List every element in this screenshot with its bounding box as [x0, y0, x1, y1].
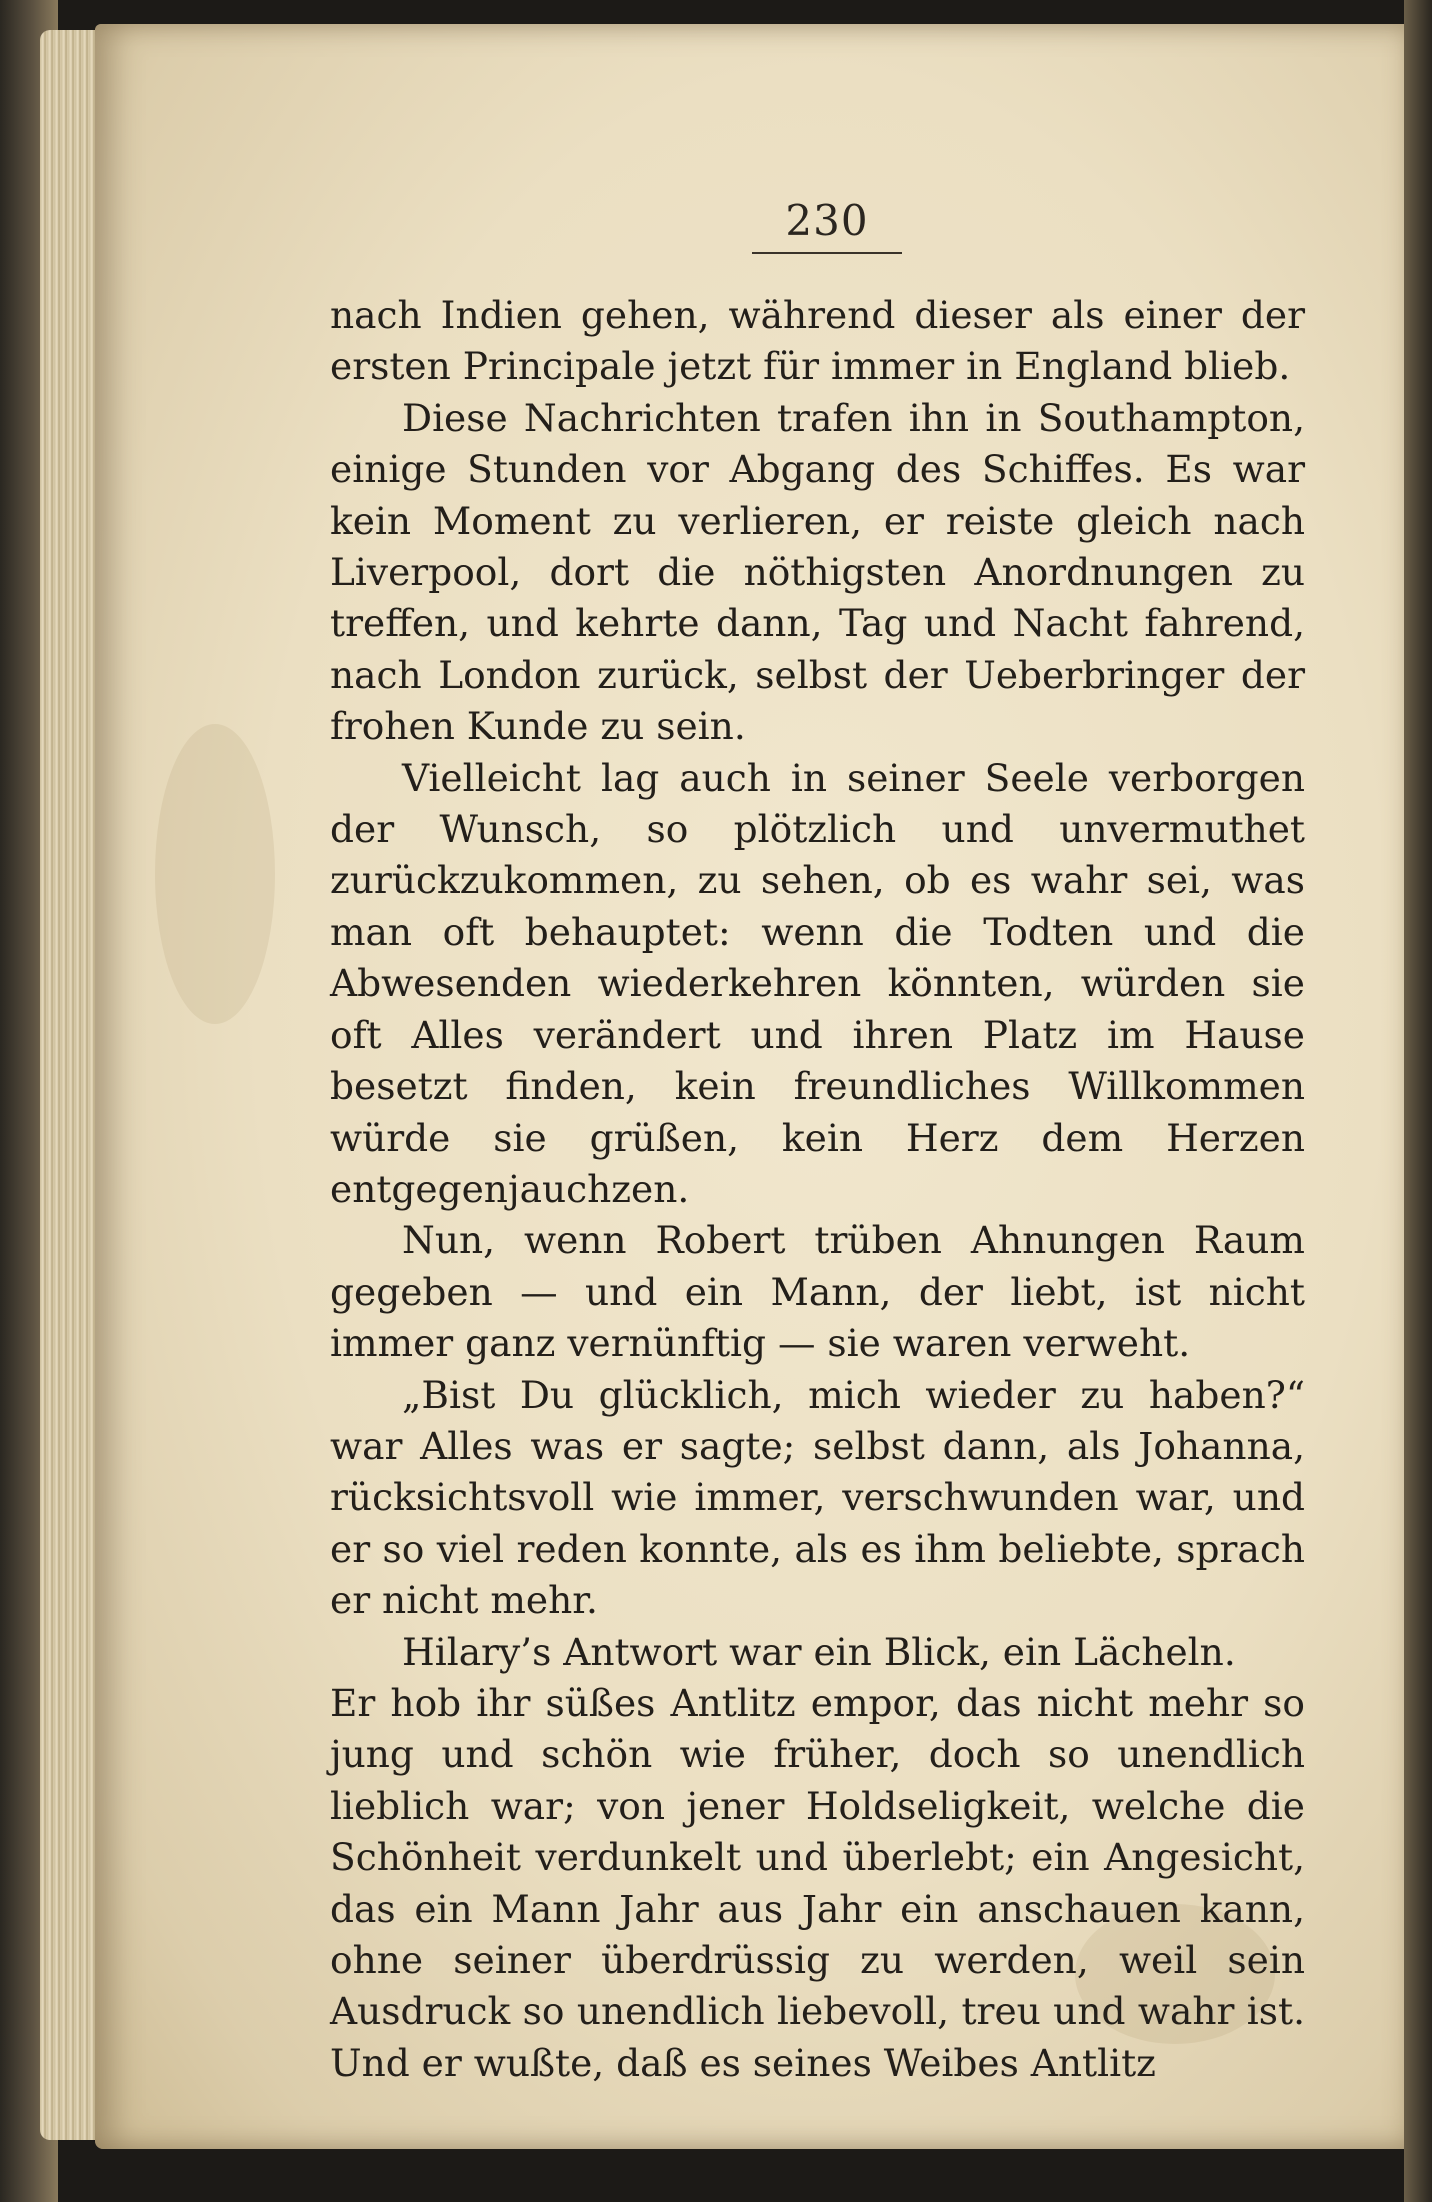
paragraph: Diese Nachrichten trafen ihn in Southampton, einige Stunden vor Abgang des Schiffes. Es war kein Moment zu verlieren, er reiste gleich nach Liverpool, dort die nöthigsten Anordnungen zu treffen, und kehrte dann, Tag und Nacht fahrend, nach London zurück, selbst der Ueberbringer der frohen Kunde zu sein. [330, 395, 1305, 749]
paragraph: Vielleicht lag auch in seiner Seele verborgen der Wunsch, so plötzlich und unvermuthet zurückzukommen, zu sehen, ob es wahr sei, was man oft behauptet: wenn die Todten und die Abwesenden wiederkehren könnten, würden sie oft Alles verändert und ihren Platz im Hause besetzt finden, kein freundliches Willkommen würde sie grüßen, kein Herz dem Herzen entgegenjauchzen. [330, 755, 1305, 1211]
paragraph: nach Indien gehen, während dieser als einer der ersten Principale jetzt für immer in England blieb. [330, 293, 1305, 389]
paragraph: Nun, wenn Robert trüben Ahnungen Raum gegeben — und ein Mann, der liebt, ist nicht immer ganz vernünftig — sie waren verweht. [330, 1218, 1305, 1366]
body-text [330, 290, 1305, 2089]
paragraph: Er hob ihr süßes Antlitz empor, das nicht mehr so jung und schön wie früher, doch so unendlich lieblich war; von jener Holdseligkeit, welche die Schönheit verdunkelt und überlebt; ein Angesicht, das ein Mann Jahr aus Jahr ein anschauen kann, ohne seiner überdrüssig zu werden, weil sein Ausdruck so unendlich liebevoll, treu und wahr ist. Und er wußte, daß es seines Weibes Antlitz [330, 1680, 1305, 2085]
page-number: 230 [785, 196, 869, 245]
paper-stain [155, 724, 275, 1024]
paragraph: „Bist Du glücklich, mich wieder zu haben?“ war Alles was er sagte; selbst dann, als Johanna, rücksichtsvoll wie immer, verschwunden war, und er so viel reden konnte, als es ihm beliebte, sprach er nicht mehr. [330, 1372, 1305, 1623]
paragraph: Hilary’s Antwort war ein Blick, ein Lächeln. [402, 1629, 1236, 1674]
header-rule [752, 252, 902, 254]
cover-edge [1404, 0, 1432, 2202]
